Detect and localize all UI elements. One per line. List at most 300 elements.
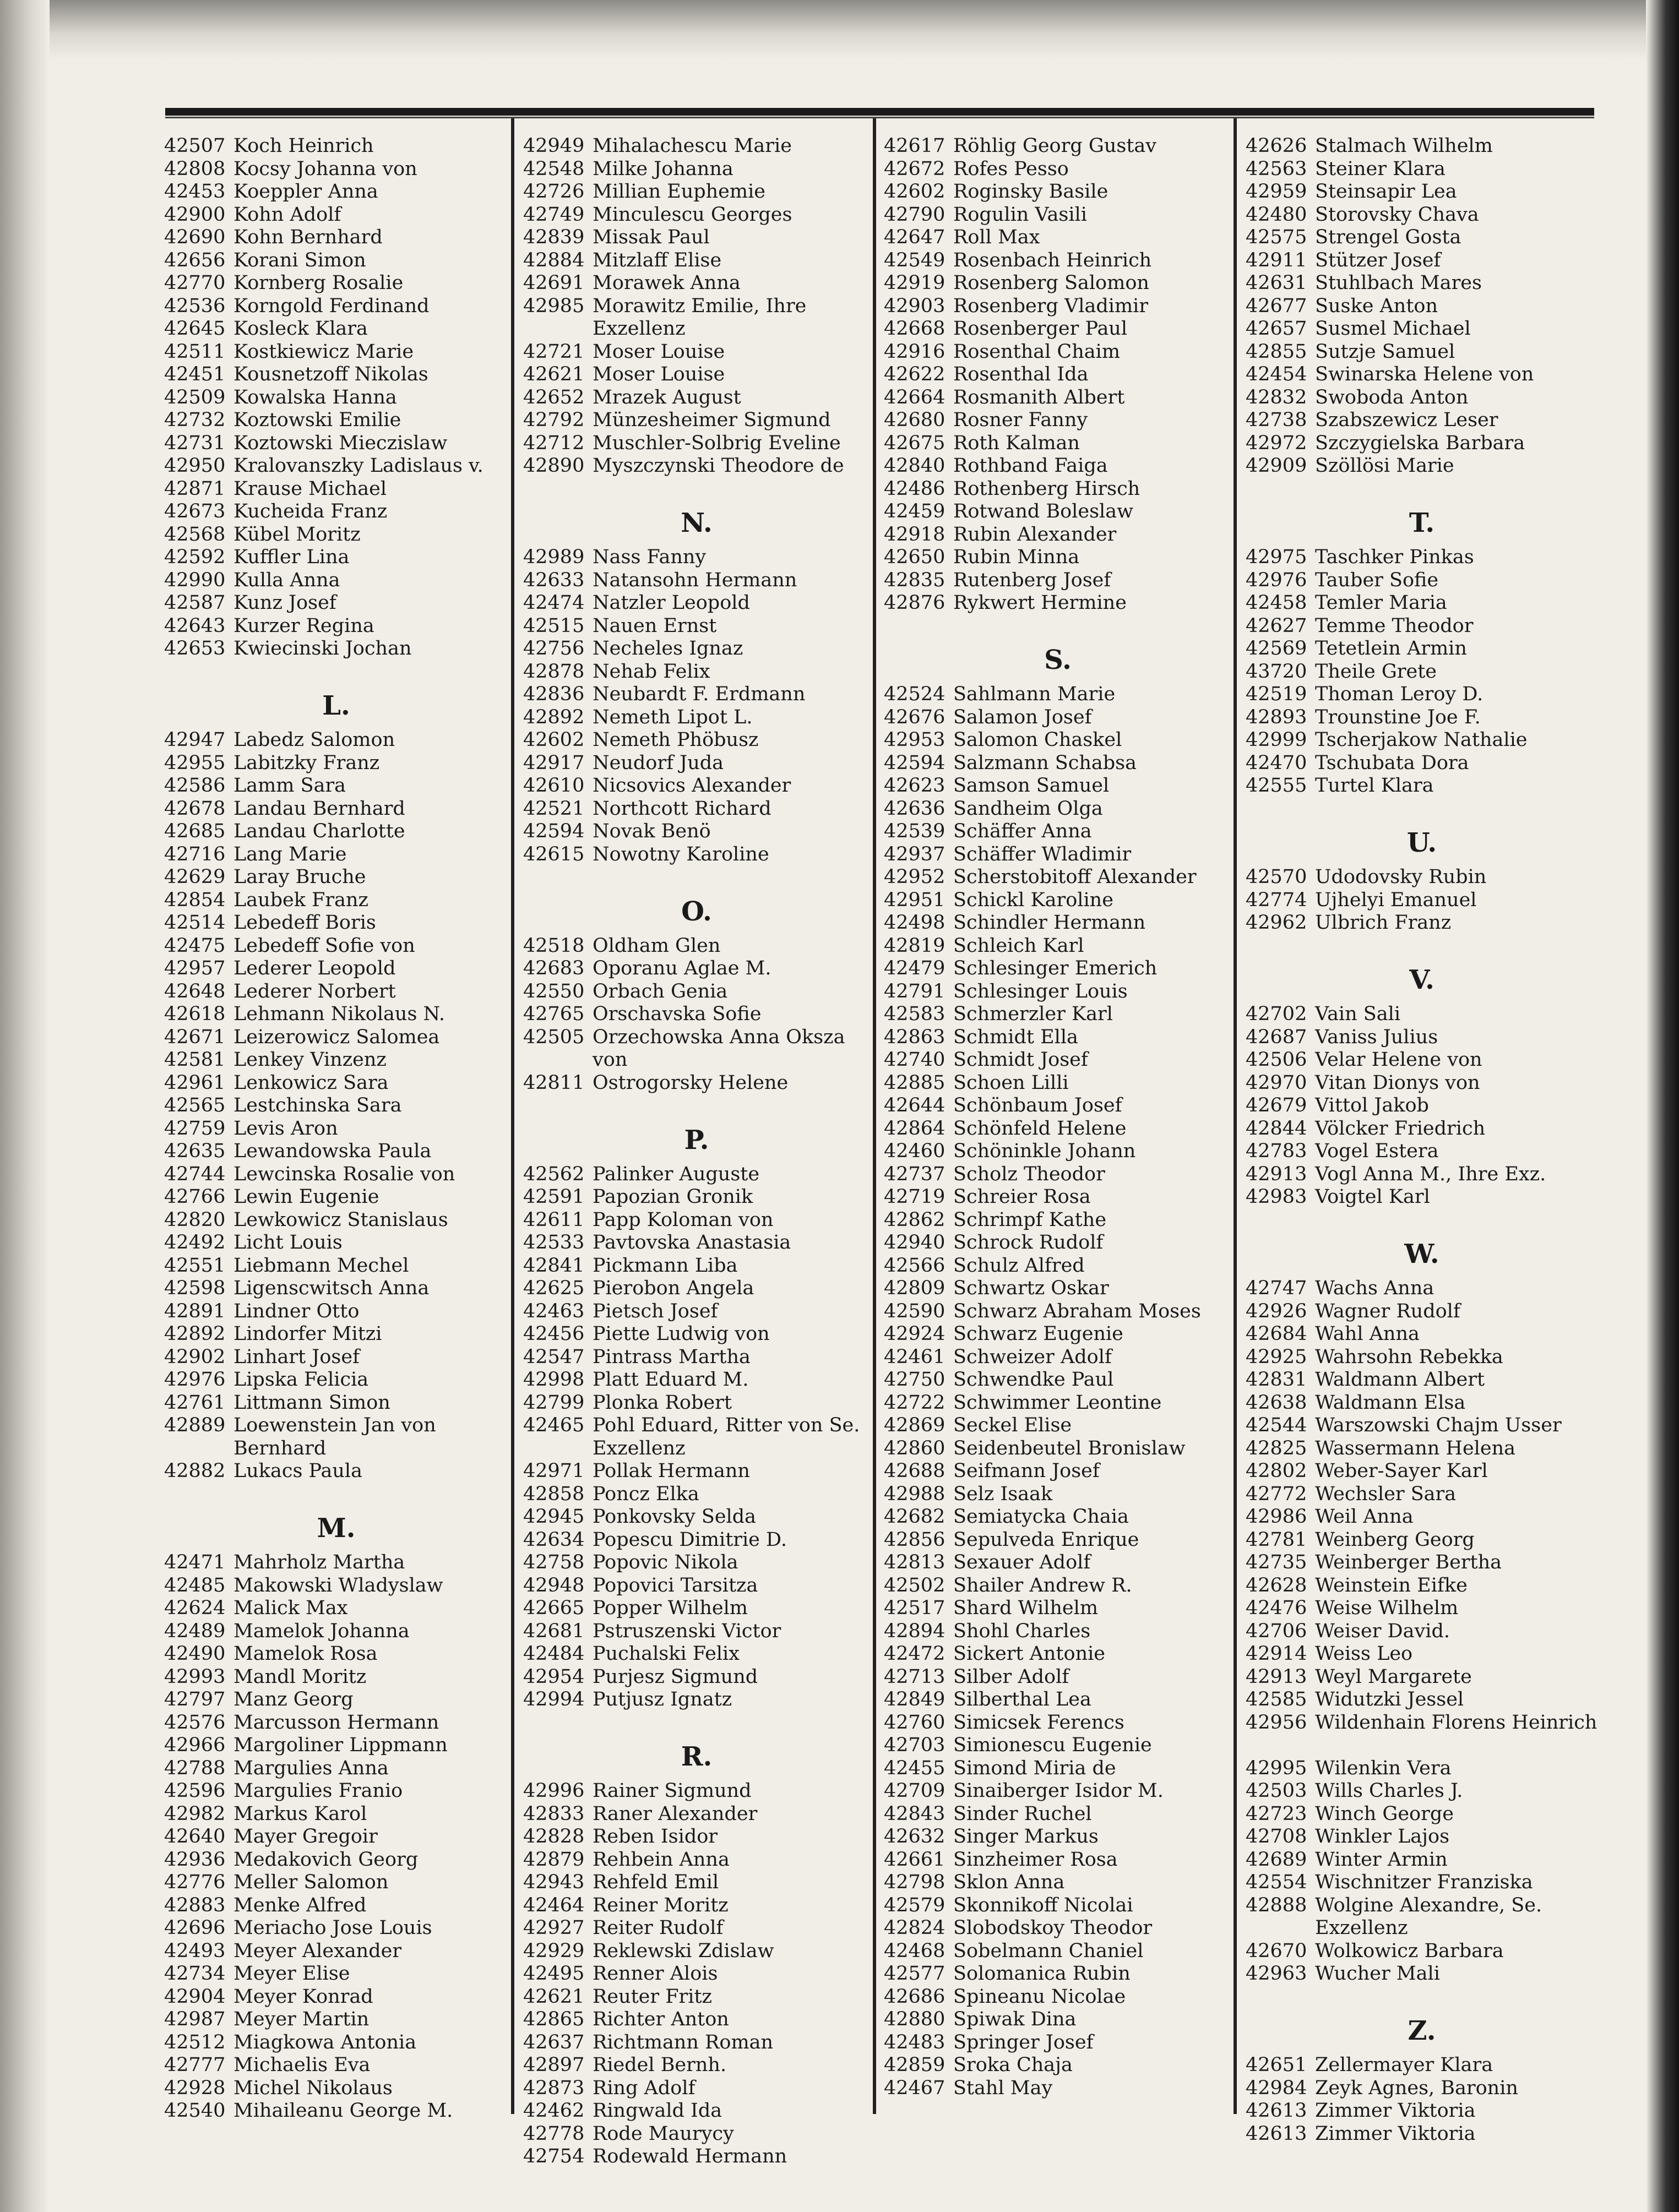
entry-number: 42474 xyxy=(523,592,585,614)
list-entry xyxy=(884,318,1232,341)
list-entry xyxy=(1246,1072,1598,1095)
entry-number: 42722 xyxy=(884,1391,946,1414)
entry-name: Vaniss Julius xyxy=(1315,1026,1438,1048)
entry-number: 42825 xyxy=(1246,1437,1307,1459)
entry-number: 42566 xyxy=(884,1254,946,1277)
list-entry xyxy=(164,615,508,638)
entry-number: 42735 xyxy=(1246,1551,1307,1573)
entry-name: Lindorfer Mitzi xyxy=(233,1323,382,1345)
entry-name: Sroka Chaja xyxy=(953,2054,1073,2076)
entry-name: Shohl Charles xyxy=(953,1620,1091,1642)
entry-name: Sklon Anna xyxy=(953,1871,1065,1893)
entry-number: 42621 xyxy=(523,363,585,385)
entry-number: 42884 xyxy=(523,249,585,271)
entry-name: Storovsky Chava xyxy=(1315,203,1479,226)
entry-name: Schreier Rosa xyxy=(953,1186,1091,1208)
entry-name: Schwartz Oskar xyxy=(953,1277,1109,1299)
list-entry xyxy=(523,1620,870,1643)
list-entry xyxy=(523,729,870,752)
entry-name: Morawitz Emilie, Ihre Exzellenz xyxy=(593,295,807,340)
list-entry xyxy=(523,1986,870,2009)
entry-name: Puchalski Felix xyxy=(593,1643,740,1665)
column-3 xyxy=(884,135,1232,2100)
entry-name: Lebedeff Sofie von xyxy=(233,934,415,957)
section-letter-heading: R. xyxy=(681,1741,713,1772)
list-entry xyxy=(164,524,508,547)
entry-name: Neudorf Juda xyxy=(593,751,724,774)
list-entry xyxy=(884,226,1232,249)
entry-number: 42470 xyxy=(1246,751,1307,774)
section-letter-heading: T. xyxy=(1409,508,1435,538)
list-entry xyxy=(1246,2100,1598,2123)
entry-number: 42998 xyxy=(523,1369,585,1391)
entry-name: Vogl Anna M., Ihre Exz. xyxy=(1315,1163,1546,1185)
entry-name: Leizerowicz Salomea xyxy=(233,1026,440,1048)
entry-name: Lewkowicz Stanislaus xyxy=(233,1208,448,1231)
entry-number: 42634 xyxy=(523,1528,585,1551)
entry-number: 42517 xyxy=(884,1597,946,1619)
entry-name: Schöninkle Johann xyxy=(953,1140,1136,1162)
entry-number: 42758 xyxy=(523,1551,585,1573)
list-entry xyxy=(884,1643,1232,1666)
entry-number: 42999 xyxy=(1246,729,1307,751)
entry-number: 42486 xyxy=(884,477,946,500)
entry-number: 42479 xyxy=(884,957,946,979)
entry-name: Ligenscwitsch Anna xyxy=(233,1277,430,1299)
entry-name: Reiter Rudolf xyxy=(593,1917,724,1939)
list-entry xyxy=(523,2100,870,2123)
entry-name: Putjusz Ignatz xyxy=(593,1688,732,1710)
entry-number: 42952 xyxy=(884,866,946,888)
page-left-shadow xyxy=(0,0,50,2212)
list-entry xyxy=(884,158,1232,181)
list-entry xyxy=(164,455,508,478)
entry-number: 42888 xyxy=(1246,1894,1307,1916)
list-entry xyxy=(1246,661,1598,684)
entry-name: Pohl Eduard, Ritter von Se. Exzellenz xyxy=(593,1414,860,1459)
entry-name: Loewenstein Jan von Bernhard xyxy=(233,1414,436,1459)
list-entry xyxy=(164,204,508,227)
entry-number: 42824 xyxy=(884,1917,946,1939)
entry-number: 42864 xyxy=(884,1117,946,1140)
entry-name: Swinarska Helene von xyxy=(1315,363,1534,385)
entry-number: 42883 xyxy=(164,1894,226,1916)
list-entry xyxy=(1246,1643,1598,1666)
list-entry xyxy=(1246,638,1598,661)
list-entry xyxy=(1246,1894,1598,1940)
entry-number: 42790 xyxy=(884,203,946,226)
list-entry xyxy=(884,729,1232,752)
list-entry xyxy=(1246,1712,1598,1757)
entry-number: 42890 xyxy=(523,455,585,477)
entry-number: 42860 xyxy=(884,1437,946,1459)
entry-name: Meller Salomon xyxy=(233,1871,389,1893)
entry-name: Voigtel Karl xyxy=(1315,1186,1430,1208)
list-entry xyxy=(523,1597,870,1620)
entry-number: 42629 xyxy=(164,866,226,888)
column-divider xyxy=(511,118,514,2114)
list-entry xyxy=(164,386,508,410)
entry-name: Weinberg Georg xyxy=(1315,1528,1475,1551)
list-entry xyxy=(164,1460,508,1483)
list-entry xyxy=(523,546,870,569)
list-entry xyxy=(1246,912,1598,935)
section-letter-heading: U. xyxy=(1406,827,1437,858)
section-gap xyxy=(523,1094,870,1118)
entry-name: Lenkowicz Sara xyxy=(233,1071,389,1094)
entry-number: 42761 xyxy=(164,1391,226,1414)
list-entry xyxy=(523,1643,870,1666)
entry-name: Koztowski Emilie xyxy=(233,409,401,431)
list-entry xyxy=(164,1094,508,1118)
entry-number: 42988 xyxy=(884,1483,946,1505)
entry-number: 42799 xyxy=(523,1391,585,1414)
list-entry xyxy=(1246,1620,1598,1643)
entry-name: Pstruszenski Victor xyxy=(593,1620,781,1642)
entry-number: 42596 xyxy=(164,1780,226,1802)
entry-number: 42679 xyxy=(1246,1094,1307,1116)
list-entry xyxy=(884,1232,1232,1255)
entry-name: Orzechowska Anna Oksza von xyxy=(593,1026,845,1071)
entry-number: 42972 xyxy=(1246,432,1307,454)
entry-name: Rogulin Vasili xyxy=(953,203,1087,226)
list-entry xyxy=(884,1392,1232,1415)
list-entry xyxy=(884,1118,1232,1141)
list-entry xyxy=(1246,1597,1598,1620)
entry-number: 42602 xyxy=(884,181,946,203)
list-entry xyxy=(164,752,508,775)
entry-name: Stuhlbach Mares xyxy=(1315,272,1482,294)
entry-number: 42539 xyxy=(884,820,946,842)
entry-name: Meyer Alexander xyxy=(233,1939,402,1962)
list-entry xyxy=(164,500,508,524)
entry-number: 42878 xyxy=(523,660,585,683)
list-entry xyxy=(523,1277,870,1300)
entry-number: 42462 xyxy=(523,2100,585,2122)
list-entry xyxy=(1246,181,1598,204)
entry-number: 42458 xyxy=(1246,592,1307,614)
list-entry xyxy=(523,432,870,455)
entry-name: Vitan Dionys von xyxy=(1315,1071,1480,1094)
list-entry xyxy=(523,935,870,958)
section-gap xyxy=(164,1483,508,1506)
section-letter-heading: P. xyxy=(684,1124,709,1156)
list-entry xyxy=(884,889,1232,912)
entry-number: 42615 xyxy=(523,843,585,865)
entry-name: Rubin Minna xyxy=(953,546,1080,568)
list-entry xyxy=(1246,569,1598,592)
entry-name: Lenkey Vinzenz xyxy=(233,1049,387,1071)
entry-number: 42855 xyxy=(1246,340,1307,363)
list-entry xyxy=(1246,546,1598,569)
list-entry xyxy=(1246,1757,1598,1780)
list-entry xyxy=(164,1163,508,1186)
entry-number: 42734 xyxy=(164,1963,226,1985)
list-entry xyxy=(164,1803,508,1826)
list-entry xyxy=(523,2145,870,2169)
entry-name: Scholz Theodor xyxy=(953,1163,1105,1185)
entry-number: 42613 xyxy=(1246,2122,1307,2145)
entry-name: Lukacs Paula xyxy=(233,1460,362,1482)
list-entry xyxy=(164,1871,508,1894)
list-entry xyxy=(884,2008,1232,2031)
entry-number: 42971 xyxy=(523,1460,585,1482)
entry-number: 42721 xyxy=(523,340,585,363)
entry-number: 42740 xyxy=(884,1049,946,1071)
entry-name: Röhlig Georg Gustav xyxy=(953,135,1157,157)
entry-number: 42498 xyxy=(884,912,946,934)
entry-name: Rutenberg Josef xyxy=(953,569,1111,591)
entry-number: 43720 xyxy=(1246,660,1307,683)
entry-name: Moser Louise xyxy=(593,340,725,363)
list-entry xyxy=(523,615,870,638)
entry-name: Rosenbach Heinrich xyxy=(953,249,1152,271)
entry-number: 42684 xyxy=(1246,1323,1307,1345)
list-entry xyxy=(884,569,1232,592)
list-entry xyxy=(1246,226,1598,249)
entry-number: 42688 xyxy=(884,1460,946,1482)
entry-name: Schrock Rudolf xyxy=(953,1232,1104,1254)
list-entry xyxy=(523,1780,870,1803)
list-entry xyxy=(1246,363,1598,386)
entry-name: Roginsky Basile xyxy=(953,181,1109,203)
list-entry xyxy=(523,1917,870,1940)
entry-number: 42468 xyxy=(884,1939,946,1962)
entry-name: Reiner Moritz xyxy=(593,1894,729,1916)
entry-name: Lestchinska Sara xyxy=(233,1094,402,1116)
section-gap xyxy=(1246,935,1598,958)
list-entry xyxy=(523,1346,870,1369)
entry-name: Raner Alexander xyxy=(593,1802,758,1825)
entry-number: 42455 xyxy=(884,1757,946,1779)
entry-number: 42476 xyxy=(1246,1597,1307,1619)
entry-number: 42712 xyxy=(523,432,585,454)
section-letter-heading: M. xyxy=(317,1513,356,1544)
list-entry xyxy=(1246,1049,1598,1072)
list-entry xyxy=(884,1369,1232,1392)
entry-name: Myszczynski Theodore de xyxy=(593,455,844,477)
entry-number: 42691 xyxy=(523,272,585,294)
entry-name: Swoboda Anton xyxy=(1315,386,1469,408)
list-entry xyxy=(164,1414,508,1460)
entry-number: 42617 xyxy=(884,135,946,157)
list-entry xyxy=(523,455,870,478)
entry-number: 42916 xyxy=(884,340,946,363)
list-entry xyxy=(1246,341,1598,364)
list-entry xyxy=(884,935,1232,958)
entry-number: 42672 xyxy=(884,157,946,180)
entry-name: Mitzlaff Elise xyxy=(593,249,722,271)
entry-number: 42677 xyxy=(1246,295,1307,317)
entry-name: Rothenberg Hirsch xyxy=(953,477,1140,500)
entry-number: 42480 xyxy=(1246,203,1307,226)
entry-name: Völcker Friedrich xyxy=(1315,1117,1486,1140)
list-entry xyxy=(164,1780,508,1803)
entry-number: 42843 xyxy=(884,1802,946,1825)
list-entry xyxy=(884,1688,1232,1712)
list-entry xyxy=(523,295,870,341)
entry-name: Popovici Tarsitza xyxy=(593,1574,758,1597)
entry-number: 42953 xyxy=(884,729,946,751)
list-entry xyxy=(884,866,1232,889)
section-gap xyxy=(1246,478,1598,501)
entry-name: Sutzje Samuel xyxy=(1315,340,1455,363)
entry-name: Susmel Michael xyxy=(1315,318,1471,340)
entry-name: Roll Max xyxy=(953,226,1040,248)
entry-number: 42731 xyxy=(164,432,226,454)
entry-name: Missak Paul xyxy=(593,226,710,248)
list-entry xyxy=(884,1277,1232,1300)
section-letter-heading: W. xyxy=(1404,1239,1439,1270)
entry-number: 42871 xyxy=(164,477,226,500)
entry-name: Sinder Ruchel xyxy=(953,1802,1092,1825)
entry-number: 42856 xyxy=(884,1528,946,1551)
entry-number: 42943 xyxy=(523,1871,585,1893)
list-entry xyxy=(884,546,1232,569)
list-entry xyxy=(1246,1826,1598,1849)
entry-number: 42885 xyxy=(884,1071,946,1094)
list-entry xyxy=(164,1346,508,1369)
header-rule-thin xyxy=(165,117,1594,118)
entry-number: 42970 xyxy=(1246,1071,1307,1094)
entry-number: 42624 xyxy=(164,1597,226,1619)
list-entry xyxy=(523,1894,870,1917)
list-entry xyxy=(164,135,508,158)
entry-name: Kosleck Klara xyxy=(233,318,368,340)
entry-number: 42509 xyxy=(164,386,226,408)
entry-name: Waldmann Elsa xyxy=(1315,1391,1466,1414)
page-right-shadow xyxy=(1646,0,1679,2212)
entry-number: 42587 xyxy=(164,592,226,614)
list-entry xyxy=(1246,1277,1598,1300)
entry-name: Moser Louise xyxy=(593,363,725,385)
entry-number: 42549 xyxy=(884,249,946,271)
list-entry xyxy=(884,1003,1232,1026)
list-entry xyxy=(1246,2054,1598,2077)
entry-number: 42611 xyxy=(523,1208,585,1231)
entry-name: Manz Georg xyxy=(233,1688,354,1710)
list-entry xyxy=(884,912,1232,935)
section-gap xyxy=(164,661,508,684)
entry-name: Stützer Josef xyxy=(1315,249,1441,271)
list-entry xyxy=(884,386,1232,410)
entry-number: 42909 xyxy=(1246,455,1307,477)
entry-name: Weise Wilhelm xyxy=(1315,1597,1459,1619)
entry-name: Sinaiberger Isidor M. xyxy=(953,1780,1164,1802)
entry-name: Shard Wilhelm xyxy=(953,1597,1099,1619)
entry-name: Rosenberg Salomon xyxy=(953,272,1149,294)
list-entry xyxy=(884,1963,1232,1986)
entry-name: Springer Josef xyxy=(953,2031,1094,2053)
entry-name: Singer Markus xyxy=(953,1826,1099,1848)
entry-name: Wahl Anna xyxy=(1315,1323,1420,1345)
entry-number: 42976 xyxy=(164,1369,226,1391)
entry-name: Ringwald Ida xyxy=(593,2100,722,2122)
entry-number: 42783 xyxy=(1246,1140,1307,1162)
entry-number: 42919 xyxy=(884,272,946,294)
list-entry xyxy=(884,1574,1232,1598)
entry-name: Zeyk Agnes, Baronin xyxy=(1315,2077,1518,2099)
entry-number: 42562 xyxy=(523,1163,585,1185)
entry-number: 42948 xyxy=(523,1574,585,1597)
list-entry xyxy=(884,752,1232,775)
entry-number: 42493 xyxy=(164,1939,226,1962)
entry-number: 42610 xyxy=(523,775,585,797)
section-letter-heading: L. xyxy=(322,690,350,721)
entry-number: 42631 xyxy=(1246,272,1307,294)
list-entry xyxy=(884,1140,1232,1163)
entry-name: Reuter Fritz xyxy=(593,1985,712,2008)
entry-name: Temme Theodor xyxy=(1315,614,1474,637)
entry-name: Vittol Jakob xyxy=(1315,1094,1429,1116)
entry-number: 42744 xyxy=(164,1163,226,1185)
list-entry xyxy=(884,1712,1232,1735)
header-rule xyxy=(165,108,1594,116)
list-entry xyxy=(523,1574,870,1598)
entry-name: Mrazek August xyxy=(593,386,741,408)
entry-name: Szöllösi Marie xyxy=(1315,455,1454,477)
list-entry xyxy=(1246,1186,1598,1209)
entry-number: 42483 xyxy=(884,2031,946,2053)
entry-name: Schwendke Paul xyxy=(953,1369,1114,1391)
entry-name: Schmidt Josef xyxy=(953,1049,1088,1071)
entry-name: Kralovanszky Ladislaus v. xyxy=(233,455,483,477)
entry-name: Scherstobitoff Alexander xyxy=(953,866,1197,888)
entry-number: 42555 xyxy=(1246,775,1307,797)
section-gap xyxy=(1246,1209,1598,1232)
entry-number: 42471 xyxy=(164,1551,226,1573)
list-entry xyxy=(164,1118,508,1141)
entry-number: 42690 xyxy=(164,226,226,248)
list-entry xyxy=(164,478,508,501)
list-entry xyxy=(164,363,508,386)
entry-number: 42632 xyxy=(884,1826,946,1848)
entry-number: 42647 xyxy=(884,226,946,248)
list-entry xyxy=(884,341,1232,364)
entry-name: Winch George xyxy=(1315,1802,1454,1825)
entry-number: 42880 xyxy=(884,2008,946,2030)
list-entry xyxy=(1246,272,1598,295)
list-entry xyxy=(164,295,508,318)
entry-number: 42505 xyxy=(523,1026,585,1048)
entry-number: 42966 xyxy=(164,1734,226,1756)
entry-name: Nass Fanny xyxy=(593,546,707,568)
entry-name: Tetetlein Armin xyxy=(1315,638,1467,660)
list-entry xyxy=(164,980,508,1004)
entry-number: 42503 xyxy=(1246,1780,1307,1802)
entry-number: 42592 xyxy=(164,546,226,568)
entry-number: 42813 xyxy=(884,1551,946,1573)
list-entry xyxy=(164,546,508,569)
entry-name: Lewin Eugenie xyxy=(233,1186,379,1208)
entry-number: 42765 xyxy=(523,1003,585,1025)
entry-number: 42798 xyxy=(884,1871,946,1893)
entry-name: Simicsek Ferencs xyxy=(953,1711,1124,1734)
entry-name: Reben Isidor xyxy=(593,1826,718,1848)
entry-name: Wassermann Helena xyxy=(1315,1437,1515,1459)
list-entry xyxy=(884,295,1232,318)
list-entry xyxy=(884,1551,1232,1574)
list-entry xyxy=(523,2054,870,2077)
entry-name: Schickl Karoline xyxy=(953,889,1113,911)
list-entry xyxy=(164,249,508,273)
list-entry xyxy=(1246,158,1598,181)
list-entry xyxy=(884,1163,1232,1186)
entry-name: Krause Michael xyxy=(233,477,387,500)
section-gap xyxy=(1246,1986,1598,2009)
entry-name: Malick Max xyxy=(233,1597,348,1619)
entry-name: Wucher Mali xyxy=(1315,1963,1440,1985)
